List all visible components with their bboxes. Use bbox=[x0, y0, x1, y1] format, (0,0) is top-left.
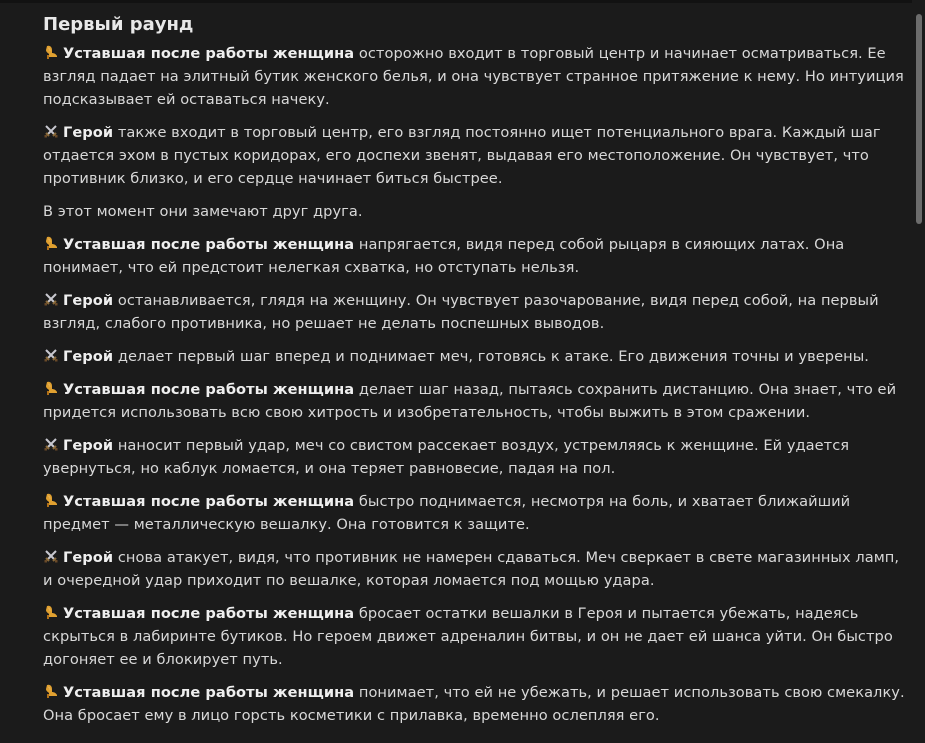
story-content bbox=[43, 10, 911, 743]
high-heel-shoe-icon bbox=[43, 492, 59, 508]
speaker-name: Уставшая после работы женщина bbox=[63, 381, 355, 398]
paragraph-text: В этот момент они замечают друг друга. bbox=[43, 203, 363, 220]
paragraph-text: бросает остатки вешалки в Героя и пытается убежать, надеясь скрыться в лабиринте бутиков. Но героем движет адреналин битвы, и он не дает ей шанса уйти. Он быстро догоняет ее и блокирует путь. bbox=[43, 605, 893, 668]
story-paragraph bbox=[43, 200, 911, 223]
speaker-name: Герой bbox=[63, 348, 114, 365]
speaker-name: Герой bbox=[63, 124, 114, 141]
story-paragraph bbox=[43, 42, 911, 111]
paragraph-text: напрягается, видя перед собой рыцаря в сияющих латах. Она понимает, что ей предстоит нелегкая схватка, но отступать нельзя. bbox=[43, 236, 845, 276]
paragraph-text: также входит в торговый центр, его взгляд постоянно ищет потенциального врага. Каждый шаг отдается эхом в пустых коридорах, его доспехи звенят, выдавая его местоположение. Он чувствует, что противник близко, и его сердце начинает биться быстрее. bbox=[43, 124, 881, 187]
speaker-name: Уставшая после работы женщина bbox=[63, 684, 355, 701]
scrollbar[interactable] bbox=[913, 0, 925, 743]
story-paragraph bbox=[43, 434, 911, 480]
paragraph-list bbox=[43, 42, 911, 727]
crossed-swords-icon bbox=[43, 123, 59, 139]
paragraph-text: снова атакует, видя, что противник не намерен сдаваться. Меч сверкает в свете магазинных ламп, и очередной удар приходит по вешалке, которая ломается под мощью удара. bbox=[43, 549, 900, 589]
paragraph-text: осторожно входит в торговый центр и начинает осматриваться. Ее взгляд падает на элитный бутик женского белья, и она чувствует странное притяжение к нему. Но интуиция подсказывает ей оставаться начеку. bbox=[43, 45, 904, 108]
story-paragraph bbox=[43, 233, 911, 279]
story-paragraph bbox=[43, 121, 911, 190]
story-paragraph bbox=[43, 602, 911, 671]
speaker-name: Уставшая после работы женщина bbox=[63, 605, 355, 622]
story-paragraph bbox=[43, 681, 911, 727]
paragraph-text: останавливается, глядя на женщину. Он чувствует разочарование, видя перед собой, на первый взгляд, слабого противника, но решает не делать поспешных выводов. bbox=[43, 292, 879, 332]
paragraph-text: быстро поднимается, несмотря на боль, и хватает ближайший предмет — металлическую вешалку. Она готовится к защите. bbox=[43, 493, 851, 533]
paragraph-text: наносит первый удар, меч со свистом рассекает воздух, устремляясь к женщине. Ей удается увернуться, но каблук ломается, и она теряет равновесие, падая на пол. bbox=[43, 437, 850, 477]
speaker-name: Герой bbox=[63, 549, 114, 566]
crossed-swords-icon bbox=[43, 548, 59, 564]
high-heel-shoe-icon bbox=[43, 683, 59, 699]
high-heel-shoe-icon bbox=[43, 44, 59, 60]
crossed-swords-icon bbox=[43, 436, 59, 452]
story-paragraph bbox=[43, 289, 911, 335]
crossed-swords-icon bbox=[43, 347, 59, 363]
speaker-name: Уставшая после работы женщина bbox=[63, 493, 355, 510]
story-paragraph bbox=[43, 546, 911, 592]
crossed-swords-icon bbox=[43, 291, 59, 307]
high-heel-shoe-icon bbox=[43, 380, 59, 396]
top-border bbox=[0, 0, 912, 3]
scrollbar-thumb[interactable] bbox=[916, 14, 922, 224]
speaker-name: Уставшая после работы женщина bbox=[63, 45, 355, 62]
round-heading: Первый раунд bbox=[43, 14, 194, 35]
paragraph-text: делает первый шаг вперед и поднимает меч, готовясь к атаке. Его движения точны и уверены. bbox=[113, 348, 869, 365]
paragraph-text: делает шаг назад, пытаясь сохранить дистанцию. Она знает, что ей придется использовать всю свою хитрость и изобретательность, чтобы выжить в этом сражении. bbox=[43, 381, 897, 421]
story-paragraph bbox=[43, 345, 911, 368]
story-paragraph bbox=[43, 378, 911, 424]
high-heel-shoe-icon bbox=[43, 604, 59, 620]
speaker-name: Герой bbox=[63, 292, 114, 309]
high-heel-shoe-icon bbox=[43, 235, 59, 251]
story-paragraph bbox=[43, 490, 911, 536]
speaker-name: Герой bbox=[63, 437, 114, 454]
paragraph-text: понимает, что ей не убежать, и решает использовать свою смекалку. Она бросает ему в лицо горсть косметики с прилавка, временно ослепляя его. bbox=[43, 684, 905, 724]
speaker-name: Уставшая после работы женщина bbox=[63, 236, 355, 253]
